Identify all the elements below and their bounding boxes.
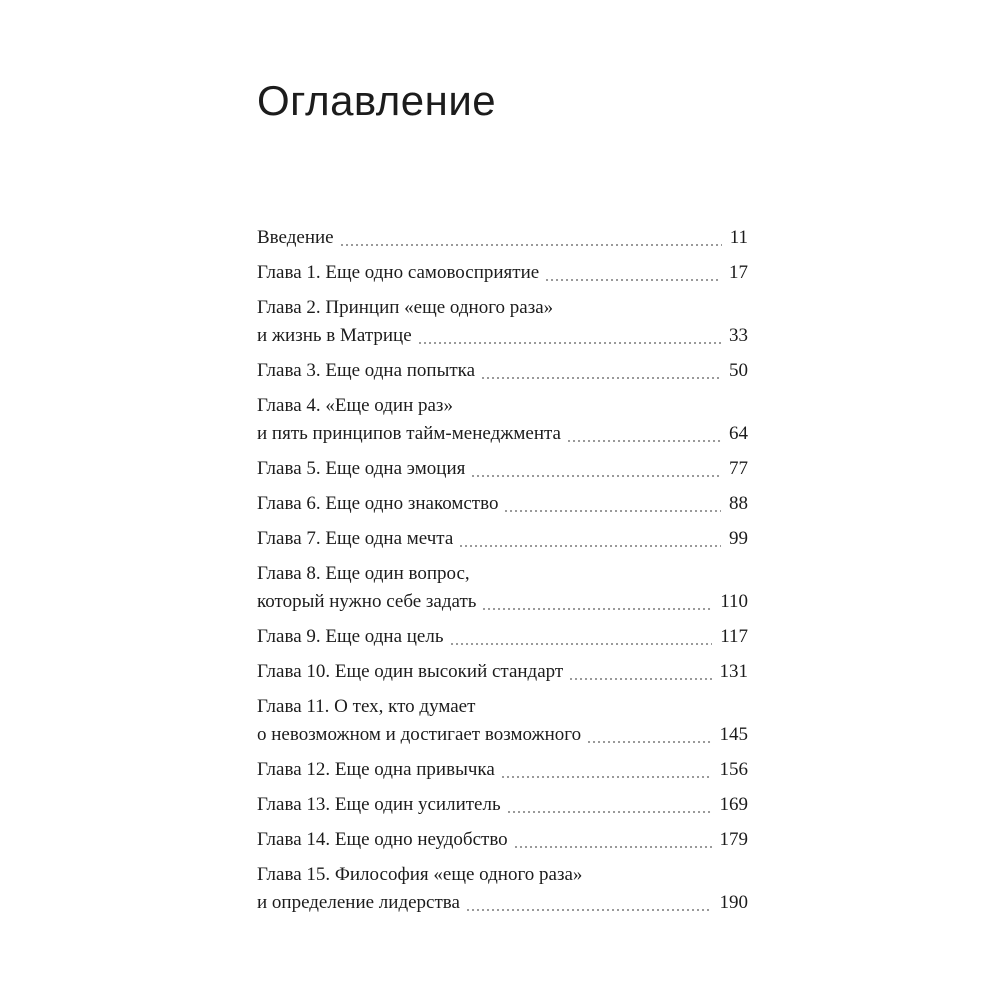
toc-entry-page-number: 99 xyxy=(729,528,748,549)
toc-entry-title-line: Глава 4. «Еще один раз» xyxy=(257,395,453,416)
toc-entry xyxy=(257,455,748,483)
dotted-leader xyxy=(467,909,712,911)
toc-entry-title-line: Глава 12. Еще одна привычка xyxy=(257,759,495,780)
toc-entry-title-line: Глава 5. Еще одна эмоция xyxy=(257,458,466,479)
toc-entry xyxy=(257,826,748,854)
dotted-leader xyxy=(568,440,721,442)
dotted-leader xyxy=(505,510,721,512)
toc-entry-row xyxy=(257,658,748,686)
toc-entry-title-line: и жизнь в Матрице xyxy=(257,325,412,346)
dotted-leader xyxy=(341,244,722,246)
toc-entry-row xyxy=(257,224,748,252)
toc-entry-title-line: который нужно себе задать xyxy=(257,591,477,612)
toc-entry-page-number: 88 xyxy=(729,493,748,514)
toc-entry-page-number: 17 xyxy=(729,262,748,283)
toc-entry-page-number: 131 xyxy=(719,661,748,682)
toc-entry-row xyxy=(257,826,748,854)
toc-entry-title-line: Глава 10. Еще один высокий стандарт xyxy=(257,661,564,682)
toc-entry-page-number: 11 xyxy=(729,227,748,248)
toc-entry xyxy=(257,224,748,252)
toc-entry-row xyxy=(257,259,748,287)
toc-entry-row xyxy=(257,756,748,784)
toc-entry-page-number: 190 xyxy=(719,892,748,913)
dotted-leader xyxy=(451,643,713,645)
toc-entry-row xyxy=(257,455,748,483)
toc-entry-title-line: о невозможном и достигает возможного xyxy=(257,724,582,745)
toc-entry-title-line: Глава 11. О тех, кто думает xyxy=(257,696,476,717)
toc-entry-row xyxy=(257,322,748,350)
toc-entry-title-line: Глава 9. Еще одна цель xyxy=(257,626,444,647)
toc-entry xyxy=(257,525,748,553)
toc-entry-title-line: и определение лидерства xyxy=(257,892,460,913)
toc-entry-row xyxy=(257,420,748,448)
dotted-leader xyxy=(419,342,721,344)
toc-entry xyxy=(257,392,748,448)
toc-entry-title-line: Глава 13. Еще один усилитель xyxy=(257,794,501,815)
toc-entry-title-line: и пять принципов тайм-менеджмента xyxy=(257,423,561,444)
toc-entry xyxy=(257,623,748,651)
toc-entry-row xyxy=(257,357,748,385)
toc-entry xyxy=(257,259,748,287)
toc-entry-row xyxy=(257,490,748,518)
dotted-leader xyxy=(482,377,721,379)
dotted-leader xyxy=(472,475,721,477)
toc-entry-page-number: 145 xyxy=(719,724,748,745)
dotted-leader xyxy=(508,811,712,813)
toc-entry xyxy=(257,490,748,518)
toc-entry-row xyxy=(257,889,748,917)
toc-entry-page-number: 169 xyxy=(719,794,748,815)
toc-entry-page-number: 179 xyxy=(719,829,748,850)
dotted-leader xyxy=(502,776,712,778)
toc-entry xyxy=(257,693,748,749)
toc-entry-page-number: 50 xyxy=(729,360,748,381)
toc-entry xyxy=(257,658,748,686)
toc-entry-title-line: Глава 1. Еще одно самовосприятие xyxy=(257,262,540,283)
toc-entry xyxy=(257,294,748,350)
toc-entry-page-number: 156 xyxy=(719,759,748,780)
dotted-leader xyxy=(570,678,711,680)
toc-entry-page-number: 77 xyxy=(729,458,748,479)
toc-entry-title-line: Глава 15. Философия «еще одного раза» xyxy=(257,864,583,885)
toc-entry xyxy=(257,791,748,819)
toc-entry-page-number: 64 xyxy=(729,423,748,444)
toc-entry-title-line: Глава 8. Еще один вопрос, xyxy=(257,563,470,584)
dotted-leader xyxy=(515,846,712,848)
toc-entry-row xyxy=(257,721,748,749)
toc-entry-row xyxy=(257,791,748,819)
toc-entry xyxy=(257,756,748,784)
toc-entry-row xyxy=(257,525,748,553)
toc-entry-row xyxy=(257,623,748,651)
dotted-leader xyxy=(483,608,712,610)
toc-entry-title-line: Введение xyxy=(257,227,334,248)
toc-entry-title-line: Глава 14. Еще одно неудобство xyxy=(257,829,508,850)
toc-entry-row xyxy=(257,588,748,616)
dotted-leader xyxy=(546,279,721,281)
toc-entry xyxy=(257,357,748,385)
toc-list xyxy=(257,224,748,924)
dotted-leader xyxy=(460,545,721,547)
toc-entry-title-line: Глава 7. Еще одна мечта xyxy=(257,528,454,549)
toc-entry-title-line: Глава 3. Еще одна попытка xyxy=(257,360,476,381)
toc-entry xyxy=(257,861,748,917)
dotted-leader xyxy=(588,741,711,743)
page-title: Оглавление xyxy=(257,77,497,124)
toc-entry-page-number: 33 xyxy=(729,325,748,346)
toc-entry xyxy=(257,560,748,616)
toc-entry-title-line: Глава 2. Принцип «еще одного раза» xyxy=(257,297,554,318)
toc-entry-title-line: Глава 6. Еще одно знакомство xyxy=(257,493,499,514)
toc-entry-page-number: 110 xyxy=(720,591,748,612)
toc-entry-page-number: 117 xyxy=(720,626,748,647)
